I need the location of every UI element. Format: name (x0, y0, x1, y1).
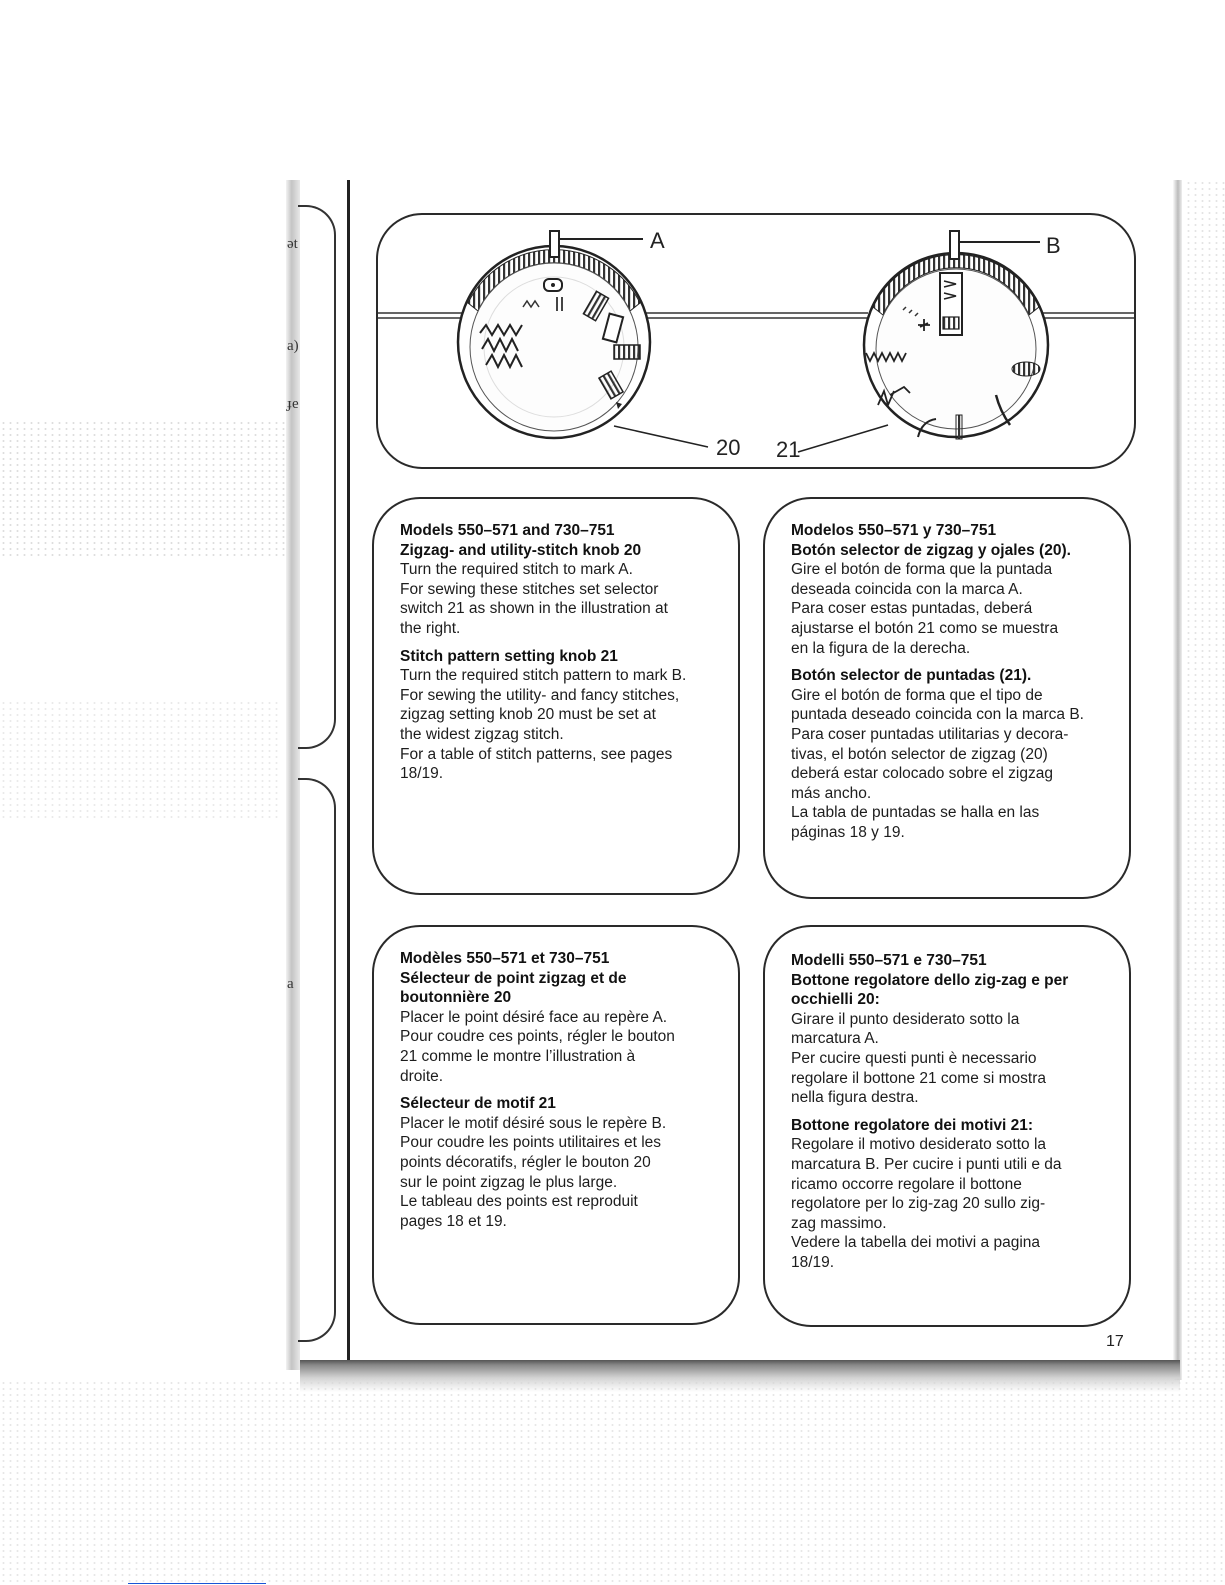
english-text-line: switch 21 as shown in the illustration at (400, 600, 668, 618)
dial-right-name: stitch pattern setting knob (956, 219, 968, 220)
spanish-text-line: tivas, el botón selector de zigzag (20) (791, 745, 1048, 763)
spanish-instructions-box (763, 497, 1131, 899)
edge-fragment-2: a) (287, 338, 299, 354)
spanish-text-line: Gire el botón de forma que el tipo de (791, 686, 1043, 704)
english-text-line: Turn the required stitch to mark A. (400, 561, 633, 579)
french-heading-line: Sélecteur de motif 21 (400, 1095, 556, 1113)
english-heading-line: Stitch pattern setting knob 21 (400, 647, 618, 665)
french-heading-line: boutonnière 20 (400, 989, 512, 1007)
paragraph-gap (791, 658, 1111, 666)
english-text-line: For sewing the utility- and fancy stitches, (400, 686, 680, 704)
italian-text-line: nella figura destra. (791, 1089, 919, 1107)
spanish-text-line: en la figura de la derecha. (791, 639, 971, 657)
english-text-line: For a table of stitch patterns, see pages (400, 745, 673, 763)
italian-text-line: zag massimo. (791, 1214, 887, 1232)
french-text-line: pages 18 et 19. (400, 1212, 507, 1230)
italian-text-line: Per cucire questi punti è necessario (791, 1049, 1037, 1067)
english-text-line: For sewing these stitches set selector (400, 580, 659, 598)
paragraph-gap (400, 1086, 720, 1094)
italian-instructions-box (763, 925, 1131, 1327)
scan-speckle-bottom (0, 1380, 1225, 1585)
spanish-text-line: Gire el botón de forma que la puntada (791, 561, 1053, 579)
page-right-edge (1173, 180, 1182, 1380)
italian-text-line: Girare il punto desiderato sotto la (791, 1010, 1020, 1028)
callout-label-20: 20 (716, 435, 741, 460)
edge-fragment-4: a (287, 976, 294, 992)
english-text-line: 18/19. (400, 765, 444, 783)
english-heading-line: Zigzag- and utility-stitch knob 20 (400, 541, 642, 559)
zigzag-knob-dial (458, 246, 650, 438)
callout-label-21: 21 (776, 437, 801, 462)
paragraph-gap (400, 639, 720, 647)
spanish-text-line: páginas 18 y 19. (791, 823, 905, 841)
french-text-line: Le tableau des points est reproduit (400, 1193, 638, 1211)
french-heading-line: Modèles 550–571 et 730–751 (400, 950, 610, 967)
english-text-line: zigzag setting knob 20 must be set at (400, 706, 656, 724)
french-text-line: Pour coudre ces points, régler le bouton (400, 1028, 675, 1046)
french-text-line: Pour coudre les points utilitaires et les (400, 1134, 662, 1152)
french-text-line: sur le point zigzag le plus large. (400, 1173, 618, 1191)
italian-text-line: regolatore per lo zig-zag 20 sullo zig- (791, 1195, 1046, 1213)
page-number: 17 (1106, 1333, 1124, 1350)
previous-page-box-edge-upper (298, 205, 336, 749)
italian-text-line: 18/19. (791, 1253, 835, 1271)
page-bottom-shadow (300, 1360, 1180, 1392)
italian-heading-line: Bottone regolatore dello zig-zag e per (791, 971, 1069, 989)
french-text-line: points décoratifs, régler le bouton 20 (400, 1153, 651, 1171)
leader-line-21 (798, 425, 888, 452)
previous-page-box-edge-lower (298, 778, 336, 1342)
italian-text-line: Vedere la tabella dei motivi a pagina (791, 1234, 1041, 1252)
stitch-knobs-svg (378, 215, 1134, 467)
scan-speckle-left (0, 420, 290, 560)
link-underline (128, 1583, 266, 1584)
mark-a-label: A (650, 228, 665, 253)
mark-b-label: B (1046, 233, 1061, 258)
scan-speckle-left-lower (0, 700, 280, 820)
scan-speckle-right (1185, 180, 1225, 1380)
spanish-text-line: Para coser puntadas utilitarias y decora- (791, 725, 1069, 743)
french-text-line: Placer le motif désiré sous le repère B. (400, 1114, 667, 1132)
edge-fragment-3: ɟe (287, 396, 299, 412)
spanish-heading-line: Modelos 550–571 y 730–751 (791, 522, 997, 539)
spanish-text-line: Para coser estas puntadas, deberá (791, 600, 1033, 618)
italian-heading-line: Bottone regolatore dei motivi 21: (791, 1116, 1034, 1134)
spanish-text-line: ajustarse el botón 21 como se muestra (791, 619, 1059, 637)
stitch-pattern-knob-dial (864, 253, 1048, 439)
stitch-knob-illustration (376, 213, 1136, 469)
spanish-text-line: deseada coincida con la marca A. (791, 580, 1023, 598)
french-heading-line: Sélecteur de point zigzag et de (400, 969, 627, 987)
french-text-line: 21 comme le montre l’illustration à (400, 1047, 636, 1065)
english-text-line: the right. (400, 619, 461, 637)
spanish-text-line: más ancho. (791, 784, 872, 802)
english-instructions-box (372, 497, 740, 895)
edge-fragment-1: ət (287, 236, 298, 252)
spanish-text-line: puntada deseado coincida con la marca B. (791, 706, 1084, 724)
italian-text-line: ricamo occorre regolare il bottone (791, 1175, 1022, 1193)
page-spine-rule (347, 180, 350, 1375)
italian-heading-line: Modelli 550–571 e 730–751 (791, 952, 987, 969)
italian-text-line: marcatura A. (791, 1030, 879, 1048)
english-text-line: Turn the required stitch pattern to mark B. (400, 667, 687, 685)
leader-line-20 (614, 426, 708, 447)
english-heading-line: Models 550–571 and 730–751 (400, 522, 615, 539)
italian-text-line: Regolare il motivo desiderato sotto la (791, 1136, 1047, 1154)
dial-left-name: zigzag and utility-stitch knob (554, 219, 567, 220)
french-instructions-box (372, 925, 740, 1325)
spanish-text-line: La tabla de puntadas se halla en las (791, 804, 1040, 822)
spanish-heading-line: Botón selector de zigzag y ojales (20). (791, 541, 1071, 559)
italian-heading-line: occhielli 20: (791, 991, 880, 1009)
french-text-line: droite. (400, 1067, 444, 1085)
paragraph-gap (791, 1108, 1111, 1116)
spanish-heading-line: Botón selector de puntadas (21). (791, 667, 1032, 685)
french-text-line: Placer le point désiré face au repère A. (400, 1008, 668, 1026)
english-text-line: the widest zigzag stitch. (400, 725, 564, 743)
italian-text-line: regolare il bottone 21 come si mostra (791, 1069, 1047, 1087)
spanish-text-line: deberá estar colocado sobre el zigzag (791, 765, 1053, 783)
italian-text-line: marcatura B. Per cucire i punti utili e da (791, 1155, 1062, 1173)
